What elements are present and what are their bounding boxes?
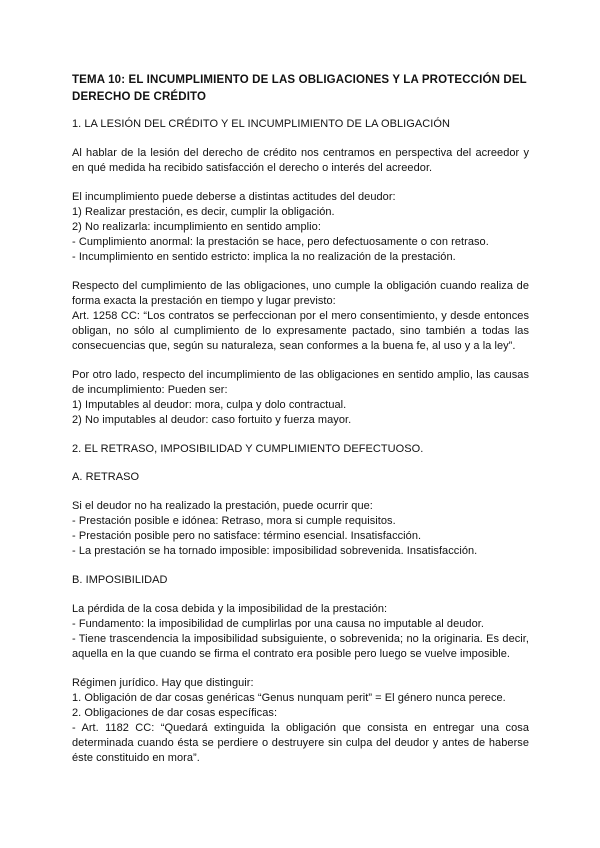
quote-line: Art. 1258 CC: “Los contratos se perfeccionan por el mero consentimiento, y desde entonces [72,310,529,322]
section-heading: 2. EL RETRASO, IMPOSIBILIDAD Y CUMPLIMIENTO DEFECTUOSO. [72,443,424,455]
paragraph-line: forma exacta la prestación en tiempo y lugar previsto: [72,295,336,307]
list-item: - Cumplimiento anormal: la prestación se hace, pero defectuosamente o con retraso. [72,236,489,248]
paragraph-line: Si el deudor no ha realizado la prestación, puede ocurrir que: [72,500,373,512]
quote-line: éste constituido en mora”. [72,752,200,764]
subsection-heading: A. RETRASO [72,471,140,483]
paragraph-line: La pérdida de la cosa debida y la imposibilidad de la prestación: [72,603,388,615]
paragraph-line: en qué medida ha recibido satisfacción el derecho o interés del acreedor. [72,162,433,174]
list-item: 1) Realizar prestación, es decir, cumplir la obligación. [72,206,335,218]
document-title [72,72,530,106]
list-item: 2. Obligaciones de dar cosas específicas: [72,707,278,719]
list-item: - Incumplimiento en sentido estricto: implica la no realización de la prestación. [72,251,456,263]
list-item: 2) No realizarla: incumplimiento en sentido amplio: [72,221,321,233]
paragraph-line: Al hablar de la lesión del derecho de crédito nos centramos en perspectiva del acreedor y [72,147,529,159]
list-item: 2) No imputables al deudor: caso fortuito y fuerza mayor. [72,414,352,426]
paragraph-line: Régimen jurídico. Hay que distinguir: [72,677,254,689]
list-item: - La prestación se ha tornado imposible: imposibilidad sobrevenida. Insatisfacción. [72,545,478,557]
list-item: - Prestación posible e idónea: Retraso, mora si cumple requisitos. [72,515,396,527]
title-line: DERECHO DE CRÉDITO [72,91,207,103]
subsection-heading: B. IMPOSIBILIDAD [72,574,168,586]
list-item: 1. Obligación de dar cosas genéricas “Genus nunquam perit” = El género nunca perece. [72,692,506,704]
section-heading: 1. LA LESIÓN DEL CRÉDITO Y EL INCUMPLIMIENTO DE LA OBLIGACIÓN [72,118,450,130]
quote-line: consecuencias que, según su naturaleza, sean conformes a la buena fe, al uso y a la ley”. [72,340,516,352]
quote-line: obligan, no sólo al cumplimiento de lo expresamente pactado, sino también a todas las [72,325,529,337]
paragraph-line: El incumplimiento puede deberse a distintas actitudes del deudor: [72,191,396,203]
quote-line: determinada cuando ésta se perdiere o destruyere sin culpa del deudor y antes de haberse [72,737,529,749]
list-item: aquella en la que cuando se firma el contrato era posible pero luego se vuelve imposible. [72,648,510,660]
list-item: - Fundamento: la imposibilidad de cumplirlas por una causa no imputable al deudor. [72,618,484,630]
list-item: - Tiene trascendencia la imposibilidad subsiguiente, o sobrevenida; no la originaria. Es decir, [72,633,529,645]
title-line: TEMA 10: EL INCUMPLIMIENTO DE LAS OBLIGACIONES Y LA PROTECCIÓN DEL [72,74,527,86]
quote-line: - Art. 1182 CC: “Quedará extinguida la obligación que consista en entregar una cosa [72,722,529,734]
list-item: 1) Imputables al deudor: mora, culpa y dolo contractual. [72,399,347,411]
paragraph-line: de incumplimiento: Pueden ser: [72,384,228,396]
paragraph-line: Por otro lado, respecto del incumplimiento de las obligaciones en sentido amplio, las causas [72,369,529,381]
list-item: - Prestación posible pero no satisface: término esencial. Insatisfacción. [72,530,422,542]
paragraph-line: Respecto del cumplimiento de las obligaciones, uno cumple la obligación cuando realiza de [72,280,529,292]
